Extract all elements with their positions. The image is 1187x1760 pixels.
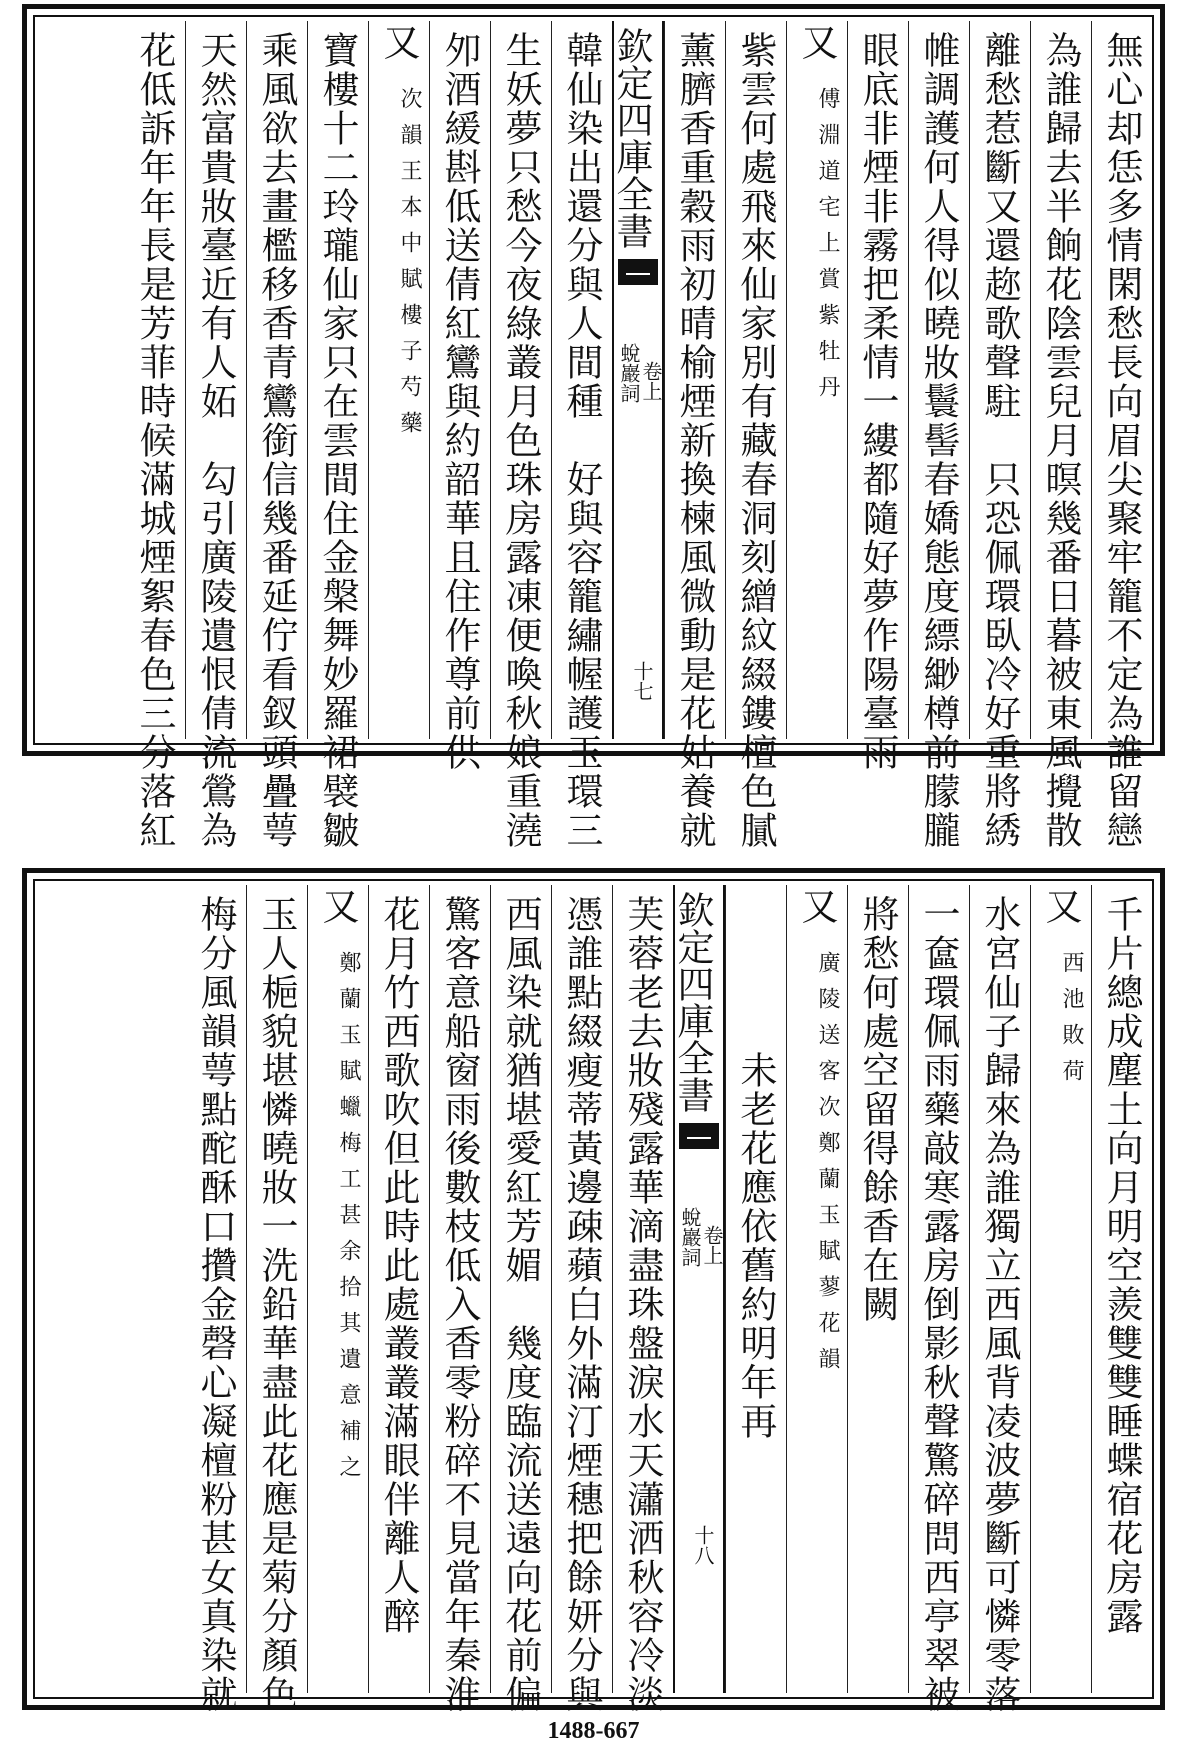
verse-line: 韓仙染出還分與人間種 好與容籠繡幄護玉環三	[560, 31, 603, 850]
heading-marker: 又	[795, 887, 838, 924]
collection-title: 欽定四庫全書	[671, 891, 714, 1113]
text-column	[908, 885, 969, 1714]
poem-title: 鄭蘭玉賦蠟梅工甚余拾其遺意補之	[336, 951, 361, 1491]
text-column	[908, 21, 969, 850]
verse-line: 紫雲何處飛來仙家別有藏春洞刻繒紋綴鏤檀色膩	[734, 31, 777, 850]
text-column	[612, 885, 673, 1714]
verse-line: 將愁何處空留得餘香在闕	[856, 895, 899, 1324]
text-column	[429, 21, 490, 772]
text-column	[185, 885, 246, 1714]
text-column	[307, 21, 368, 850]
heading-marker: 又	[377, 23, 420, 60]
fishtail-mark	[618, 259, 658, 285]
verse-line: 眼底非煙非霧把柔情一縷都隨好夢作陽臺雨	[856, 31, 899, 772]
text-column	[847, 21, 908, 772]
text-column	[551, 21, 612, 850]
text-column	[246, 21, 307, 850]
verse-line: 天然富貴妝臺近有人妬 勾引廣陵遺恨倩流鶯為	[194, 31, 237, 850]
heading-marker: 又	[795, 23, 838, 60]
text-column	[490, 885, 551, 1714]
text-column	[725, 21, 786, 850]
text-column	[969, 21, 1030, 850]
page-top-frame	[33, 15, 1154, 850]
text-column	[725, 885, 786, 1693]
verse-line: 西風染就猶堪愛紅芳媚 幾度臨流送遠向花前偏	[499, 895, 542, 1714]
poem-title: 次韻王本中賦樓子芍藥	[397, 87, 422, 447]
verse-line: 花月竹西歌吹但此時此處叢叢滿眼伴離人醉	[377, 895, 420, 1636]
folio-number: 十七	[630, 661, 654, 701]
page-bottom	[22, 868, 1165, 1714]
volume-label: 卷上	[700, 1225, 724, 1265]
verse-line: 薰臍香重穀雨初晴榆煙新換楝風微動是花姑養就	[673, 31, 716, 850]
verse-line: 夘酒緩斟低送倩紅鸞與約韶華且住作尊前供	[438, 31, 481, 772]
text-column	[664, 21, 725, 850]
poem-heading-column	[368, 21, 429, 739]
poem-heading-column	[307, 885, 368, 1693]
verse-line: 玉人梔貌堪憐曉妝一洗鉛華盡此花應是菊分顏色	[255, 895, 298, 1714]
text-column	[1091, 21, 1152, 850]
poem-heading-column	[1030, 885, 1091, 1693]
poem-title: 傅淵道宅上賞紫牡丹	[815, 87, 840, 411]
verse-line: 未老花應依舊約明年再	[734, 895, 777, 1441]
center-fold-column	[673, 885, 725, 1693]
text-column	[368, 885, 429, 1693]
verse-line: 離愁惹斷又還趂歌聲駐 只恐佩環臥冷好重將綉	[978, 31, 1021, 850]
page-top	[22, 4, 1165, 850]
verse-line: 花低訴年年長是芳菲時候滿城煙絮春色三分落紅	[133, 31, 176, 850]
verse-line: 為誰歸去半餉花陰雲兒月暝幾番日暮被東風攪散	[1039, 31, 1082, 850]
verse-line: 驚客意船窗雨後數枝低入香零粉碎不見當年秦淮	[438, 895, 481, 1714]
verse-line: 憑誰點綴瘦蒂黃邊疎蘋白外滿汀煙穗把餘妍分與	[560, 895, 603, 1714]
verse-line: 梅分風韻萼點酡酥口攢金磬心凝檀粉甚女真染就	[194, 895, 237, 1714]
poem-title: 廣陵送客次鄭蘭玉賦蓼花韻	[815, 951, 840, 1383]
text-column	[1030, 21, 1091, 850]
poem-heading-column	[786, 885, 847, 1693]
collection-title: 欽定四庫全書	[610, 27, 653, 249]
verse-line: 一奩環佩雨藥敲寒露房倒影秋聲驚碎問西亭翠被	[917, 895, 960, 1714]
folio-number: 十八	[691, 1525, 715, 1565]
verse-line: 芙蓉老去妝殘露華滴盡珠盤淚水天瀟洒秋容冷淡	[621, 895, 664, 1714]
verse-line: 寶樓十二玲瓏仙家只在雲間住金槃舞妙羅裙襞皺	[316, 31, 359, 850]
poem-heading-column	[786, 21, 847, 739]
text-column	[124, 21, 185, 850]
heading-marker: 又	[316, 887, 359, 924]
book-title: 蛻巖詞	[617, 343, 641, 403]
verse-line: 帷調護何人得似曉妝鬟髻春嬌態度縹緲樽前朦朧	[917, 31, 960, 850]
center-fold-column	[612, 21, 664, 739]
verse-line: 生妖夢只愁今夜綠叢月色珠房露凍便喚秋娘重澆	[499, 31, 542, 850]
book-title: 蛻巖詞	[678, 1207, 702, 1267]
verse-line: 千片總成塵土向月明空羨雙雙睡蝶宿花房露	[1100, 895, 1143, 1636]
page-code: 1488-667	[547, 1718, 640, 1744]
fishtail-mark	[679, 1123, 719, 1149]
verse-line: 乘風欲去畫檻移香青鸞銜信幾番延佇看釵頭疊萼	[255, 31, 298, 850]
heading-marker: 又	[1039, 887, 1082, 924]
poem-title: 西池敗荷	[1059, 951, 1084, 1095]
text-column	[847, 885, 908, 1693]
text-column	[1091, 885, 1152, 1693]
page-bottom-frame	[33, 879, 1154, 1714]
text-column	[246, 885, 307, 1714]
text-column	[490, 21, 551, 850]
text-column	[185, 21, 246, 850]
text-column	[969, 885, 1030, 1714]
verse-line: 無心却恁多情閑愁長向眉尖聚牢籠不定為誰留戀	[1100, 31, 1143, 850]
volume-label: 卷上	[639, 361, 663, 401]
text-column	[429, 885, 490, 1714]
verse-line: 水宮仙子歸來為誰獨立西風背凌波夢斷可憐零落	[978, 895, 1021, 1714]
text-column	[551, 885, 612, 1714]
